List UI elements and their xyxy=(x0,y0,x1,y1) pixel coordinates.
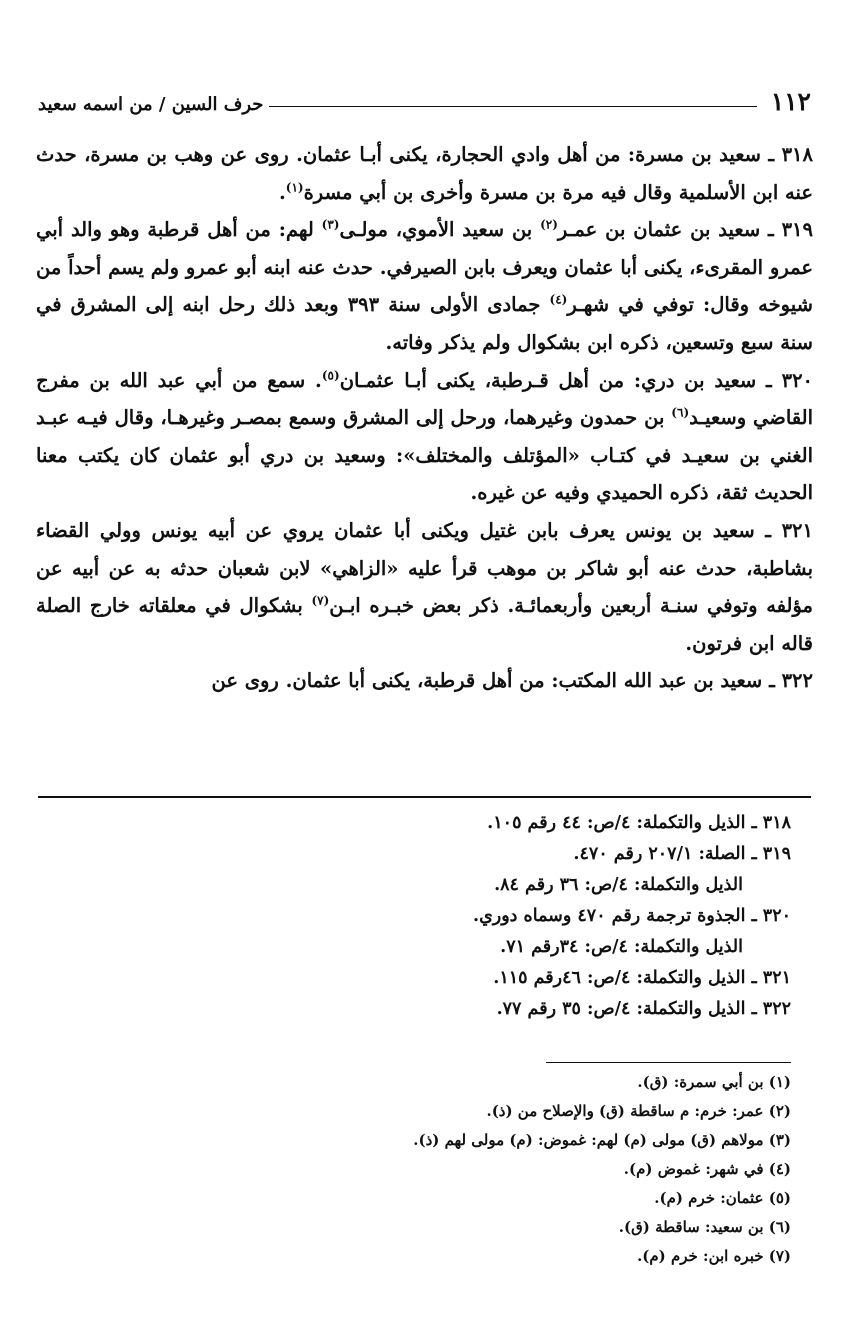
source-line: ٣١٨ ـ الذيل والتكملة: ٤/ص: ٤٤ رقم ١٠٥. xyxy=(487,813,791,833)
entry-319: ٣١٩ ـ سعيد بن عثمان بن عمـر$^{(٢)}$ بن سعيد الأموي، مولـى$^{(٣)}$ لهم: من أهل قرطبة وهو والد أبي عمرو المقرىء، يكنى أبا عثمان ويعرف بابن الصيرفي. حدث عنه ابنه أبو عمرو ولم يسم أحداً من شيوخه وقال: توفي في شهـر$^{(٤)}$ جمادى الأولى سنة ٣٩٣ وبعد ذلك رحل ابنه إلى المشرق في سنة سبع وتسعين، ذكره ابن بشكوال ولم يذكر وفاته. xyxy=(36,217,813,354)
source-references xyxy=(180,808,791,1025)
source-line: الذيل والتكملة: ٤/ص: ٣٦ رقم ٨٤. xyxy=(494,875,743,895)
footnotes xyxy=(200,1068,791,1271)
entry-320: ٣٢٠ ـ سعيد بن دري: من أهل قـرطبة، يكنى أبـا عثمـان$^{(٥)}$. سمع من أبي عبد الله بن مفرج القاضي وسعيـد$^{(٦)}$ بن حمدون وغيرهما، ورحل إلى المشرق وسمع بمصـر وغيرهـا، وقال فيـه عبـد الغني بن سعيـد في كتـاب «المؤتلف والمختلف»: وسعيد بن دري أبو عثمان كان يكتب معنا الحديث ثقة، ذكره الحميدي وفيه عن غيره. xyxy=(36,368,814,505)
header-rule xyxy=(269,106,756,107)
biography-entries xyxy=(36,136,813,700)
footnote: (٧) خبره ابن: خرم (م). xyxy=(637,1247,791,1265)
footnote: (١) بن أبي سمرة: (ق). xyxy=(637,1073,791,1091)
footnotes-divider xyxy=(546,1062,791,1063)
sources-divider xyxy=(38,796,811,798)
source-line: ٣١٩ ـ الصلة: ٢٠٧/١ رقم ٤٧٠. xyxy=(573,844,791,864)
footnote: (٤) في شهر: غموض (م). xyxy=(623,1160,791,1178)
source-line: ٣٢١ ـ الذيل والتكملة: ٤/ص: ٤٦رقم ١١٥. xyxy=(493,968,791,988)
source-line: ٣٢٢ ـ الذيل والتكملة: ٤/ص: ٣٥ رقم ٧٧. xyxy=(496,999,791,1019)
entry-322: ٣٢٢ ـ سعيد بن عبد الله المكتب: من أهل قرطبة، يكنى أبا عثمان. روى عن xyxy=(211,669,813,693)
entry-321: ٣٢١ ـ سعيد بن يونس يعرف بابن غتيل ويكنى أبا عثمان يروي عن أبيه يونس وولي القضاء بشاطبة، حدث عنه أبو شاكر بن موهب قرأ عليه «الزاهي» لابن شعبان حدثه به عن أبيه عن مؤلفه وتوفي سنـة أربعين وأربعمائـة. ذكر بعض خبـره ابـن$^{(٧)}$ بشكوال في معلقاته خارج الصلة قاله ابن فرتون. xyxy=(36,518,813,655)
footnote: (٦) بن سعيد: ساقطة (ق). xyxy=(618,1218,791,1236)
footnote: (٣) مولاهم (ق) مولى (م) لهم: غموض: (م) مولى لهم (ذ). xyxy=(413,1131,791,1149)
footnote: (٥) عثمان: خرم (م). xyxy=(654,1189,791,1207)
source-line: ٣٢٠ ـ الجذوة ترجمة رقم ٤٧٠ وسماه دوري. xyxy=(472,906,791,926)
source-line: الذيل والتكملة: ٤/ص: ٣٤رقم ٧١. xyxy=(500,937,743,957)
running-title: حرف السين / من اسمه سعيد xyxy=(38,94,264,115)
page-header xyxy=(38,80,811,114)
entry-318: ٣١٨ ـ سعيد بن مسرة: من أهل وادي الحجارة، يكنى أبـا عثمان. روى عن وهب بن مسرة، حدث عنه ابن الأسلمية وقال فيه مرة بن مسرة وأخرى بن أبي مسرة$^{(١)}$. xyxy=(36,143,813,204)
footnote: (٢) عمر: خرم: م ساقطة (ق) والإصلاح من (ذ). xyxy=(486,1102,791,1120)
page-number: ١١٢ xyxy=(770,87,811,116)
